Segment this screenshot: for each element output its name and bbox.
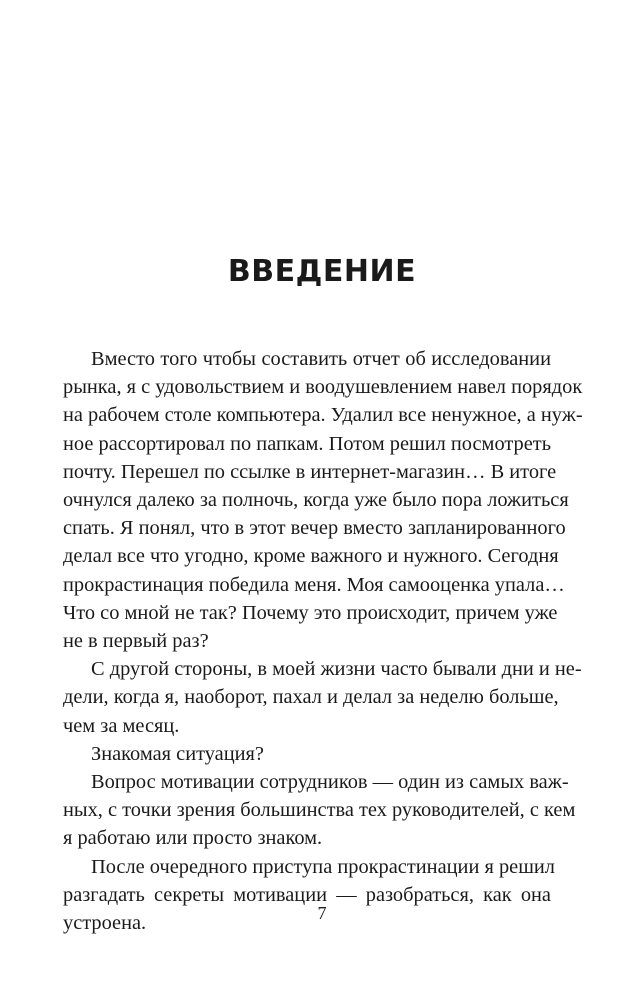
text-line: Вместо того чтобы составить отчет об исследовании <box>91 348 551 370</box>
text-line: спать. Я понял, что в этот вечер вместо запланированного <box>63 517 566 540</box>
text-line: устроена. <box>63 912 147 935</box>
text-line: дели, когда я, наоборот, пахал и делал за неделю больше, <box>63 686 559 709</box>
text-line: делал все что угодно, кроме важного и нужного. Сегодня <box>63 545 559 568</box>
text-line: После очередного приступа прокрастинации я решил <box>91 855 555 878</box>
chapter-title: ВВЕДЕНИЕ <box>227 254 417 289</box>
text-line: Знакомая ситуация? <box>91 742 264 765</box>
text-line: прокрастинация победила меня. Моя самооценка упала… <box>63 573 565 596</box>
text-line: С другой стороны, в моей жизни часто бывали дни и не- <box>91 658 582 681</box>
page-number: 7 <box>317 903 327 923</box>
text-line: на рабочем столе компьютера. Удалил все ненужное, а нуж- <box>63 404 583 427</box>
text-line: почту. Перешел по ссылке в интернет-магазин… В итоге <box>63 460 557 483</box>
text-line: рынка, я с удовольствием и воодушевлением навел порядок <box>63 376 583 399</box>
text-line: чем за месяц. <box>63 714 180 737</box>
text-line: я работаю или просто знаком. <box>63 827 323 850</box>
text-line: разгадать секреты мотивации — разобраться, как она <box>63 883 551 906</box>
text-line: не в первый раз? <box>63 630 209 653</box>
text-line: очнулся далеко за полночь, когда уже было пора ложиться <box>63 489 569 512</box>
body-text <box>63 345 583 937</box>
text-line: Что со мной не так? Почему это происходит, причем уже <box>63 601 558 624</box>
text-line: ное рассортировал по папкам. Потом решил посмотреть <box>63 432 551 455</box>
text-line: ных, с точки зрения большинства тех руководителей, с кем <box>63 799 576 822</box>
text-line: Вопрос мотивации сотрудников — один из самых важ- <box>91 771 569 794</box>
